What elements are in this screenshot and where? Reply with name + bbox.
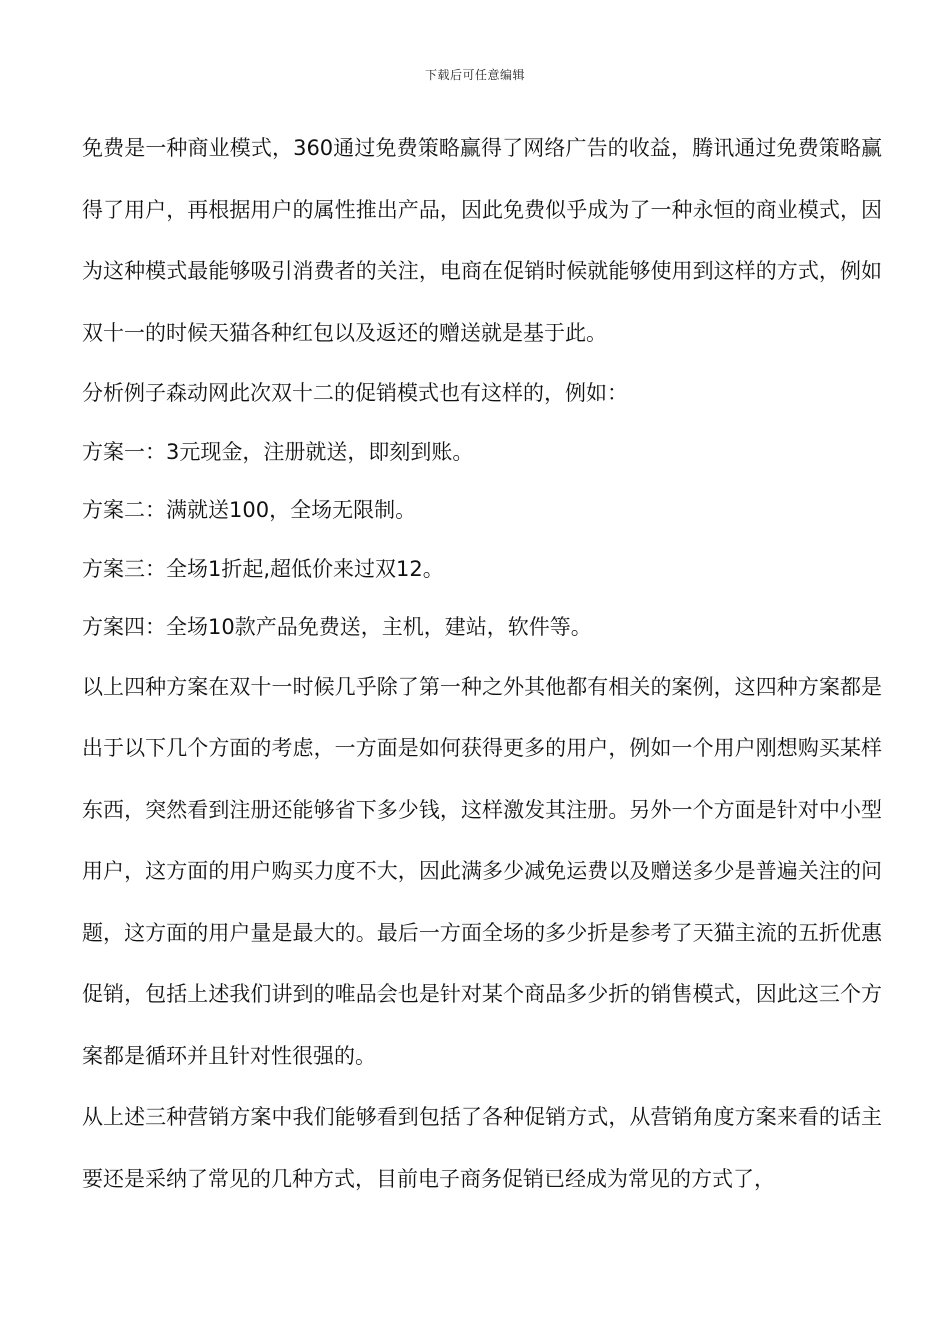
plan-item-1: 方案一：3元现金，注册就送，即刻到账。: [82, 439, 474, 464]
plan-item-3: 方案三：全场1折起,超低价来过双12。: [82, 556, 444, 581]
plan-item-2: 方案二：满就送100，全场无限制。: [82, 498, 417, 522]
paragraph-free-business-model: 免费是一种商业模式，360通过免费策略赢得了网络广告的收益，腾讯通过免费策略赢得了用户，再根据用户的属性推出产品，因此免费似乎成为了一种永恒的商业模式，因为这种模式最能够吸引消费者的关注，电商在促销时候就能够使用到这样的方式，例如双十一的时候天猫各种红包以及返还的赠送就是基于此。: [82, 136, 882, 345]
plan-list: [82, 423, 882, 657]
document-body: [82, 118, 882, 1210]
plan-item-4: 方案四：全场10款产品免费送，主机，建站，软件等。: [82, 615, 592, 639]
paragraph-example-intro: 分析例子森动网此次双十二的促销模式也有这样的，例如：: [82, 381, 628, 405]
paragraph-conclusion: 从上述三种营销方案中我们能够看到包括了各种促销方式，从营销角度方案来看的话主要还是采纳了常见的几种方式，目前电子商务促销已经成为常见的方式了，: [82, 1105, 882, 1191]
paragraph-plan-analysis: 以上四种方案在双十一时候几乎除了第一种之外其他都有相关的案例，这四种方案都是出于以下几个方面的考虑，一方面是如何获得更多的用户，例如一个用户刚想购买某样东西，突然看到注册还能够省下多少钱，这样激发其注册。另外一个方面是针对中小型用户，这方面的用户购买力度不大，因此满多少减免运费以及赠送多少是普遍关注的问题，这方面的用户量是最大的。最后一方面全场的多少折是参考了天猫主流的五折优惠促销，包括上述我们讲到的唯品会也是针对某个商品多少折的销售模式，因此这三个方案都是循环并且针对性很强的。: [82, 674, 882, 1068]
page-header: 下载后可任意编辑: [424, 68, 525, 82]
